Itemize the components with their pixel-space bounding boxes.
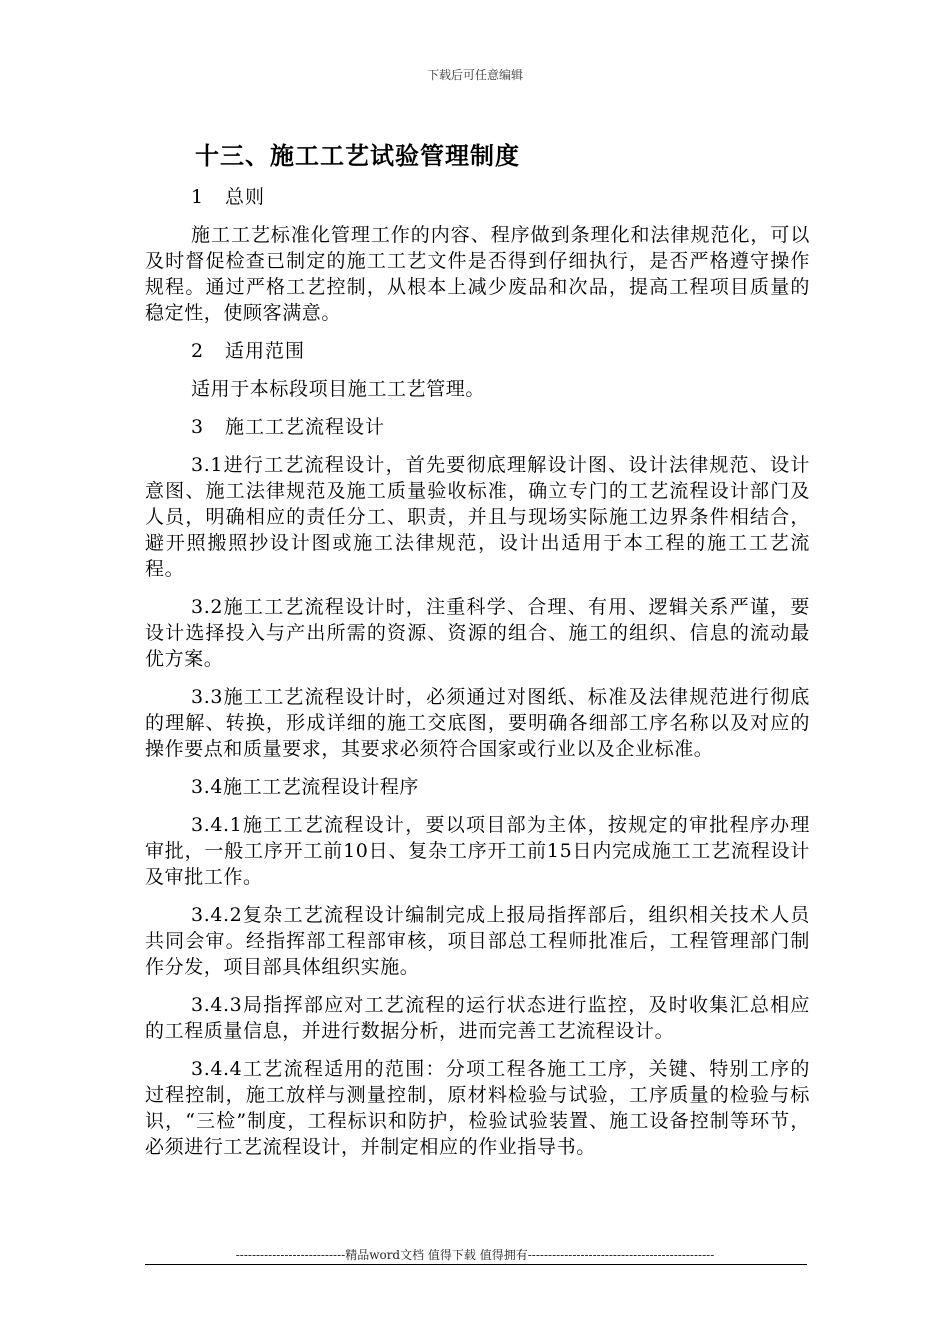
section-title: 施工工艺流程设计 <box>225 416 386 438</box>
section-heading-general <box>145 184 810 210</box>
section-number: 1 <box>191 186 205 208</box>
section-number: 3 <box>191 416 205 438</box>
paragraph-3-1: 3.1进行工艺流程设计，首先要彻底理解设计图、设计法律规范、设计意图、施工法律规范及施工质量验收标准，确立专门的工艺流程设计部门及人员，明确相应的责任分工、职责，并且与现场实际施工边界条件相结合，避开照搬照抄设计图或施工法律规范，设计出适用于本工程的施工工艺流程。 <box>145 454 810 580</box>
paragraph-general: 施工工艺标准化管理工作的内容、程序做到条理化和法律规范化，可以及时督促检查已制定的施工工艺文件是否得到仔细执行，是否严格遵守操作规程。通过严格工艺控制，从根本上减少废品和次品，提高工程项目质量的稳定性，使顾客满意。 <box>145 224 810 324</box>
paragraph-3-4-2: 3.4.2复杂工艺流程设计编制完成上报局指挥部后，组织相关技术人员共同会审。经指挥部工程部审核，项目部总工程师批准后，工程管理部门制作分发，项目部具体组织实施。 <box>145 904 810 978</box>
section-title: 总则 <box>225 186 266 208</box>
footer-divider <box>145 1264 807 1265</box>
document-title: 十三、施工工艺试验管理制度 <box>195 141 520 170</box>
section-number: 2 <box>191 340 205 362</box>
paragraph-3-4-4: 3.4.4工艺流程适用的范围：分项工程各施工工序，关键、特别工序的过程控制，施工放样与测量控制，原材料检验与试验，工序质量的检验与标识，“三检”制度，工程标识和防护，检验试验装置、施工设备控制等环节，必须进行工艺流程设计，并制定相应的作业指导书。 <box>145 1058 810 1158</box>
document-body <box>145 184 810 1172</box>
paragraph-3-4-1: 3.4.1施工工艺流程设计，要以项目部为主体，按规定的审批程序办理审批，一般工序开工前10日、复杂工序开工前15日内完成施工工艺流程设计及审批工作。 <box>145 814 810 888</box>
paragraph-3-4-3: 3.4.3局指挥部应对工艺流程的运行状态进行监控，及时收集汇总相应的工程质量信息，并进行数据分析，进而完善工艺流程设计。 <box>145 994 810 1042</box>
paragraph-3-3: 3.3施工工艺流程设计时，必须通过对图纸、标准及法律规范进行彻底的理解、转换，形成详细的施工交底图，要明确各细部工序名称以及对应的操作要点和质量要求，其要求必须符合国家或行业以及企业标准。 <box>145 686 810 760</box>
section-heading-process-design <box>145 414 810 440</box>
paragraph-3-2: 3.2施工工艺流程设计时，注重科学、合理、有用、逻辑关系严谨，要设计选择投入与产出所需的资源、资源的组合、施工的组织、信息的流动最优方案。 <box>145 596 810 670</box>
section-heading-scope <box>145 338 810 364</box>
paragraph-scope: 适用于本标段项目施工工艺管理。 <box>191 378 486 400</box>
page-header-note: 下载后可任意编辑 <box>426 68 523 82</box>
subsection-heading-3-4: 3.4施工工艺流程设计程序 <box>191 776 420 798</box>
page-footer-text: ---------------------------精品word文档 值得下载 值得拥有---------------------------------------------- <box>235 1248 715 1262</box>
section-title: 适用范围 <box>225 340 306 362</box>
